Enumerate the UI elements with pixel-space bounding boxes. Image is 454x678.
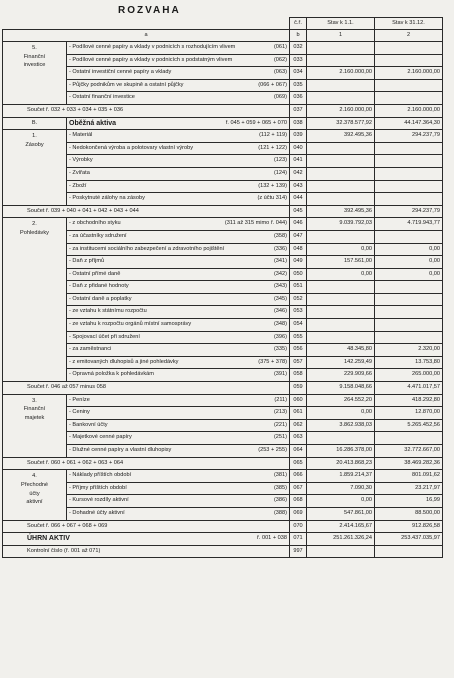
table-row: - Zvířata (124) 042: [3, 167, 443, 180]
section-4-label: 4. Přechodné účty aktivní: [3, 470, 67, 520]
table-row: - Ostatní investiční cenné papíry a vklady (063) 034 2.160.000,00 2.160.000,00: [3, 67, 443, 80]
table-row: - Zboží (132 + 139) 043: [3, 180, 443, 193]
header-row: [3, 18, 443, 30]
sum-row: Součet ř. 060 + 061 + 062 + 063 + 064 065 20.413.868,23 38.469.282,36: [3, 457, 443, 470]
header-col2-number: 2: [375, 30, 443, 42]
control-number-row: Kontrolní číslo (ř. 001 až 071) 997: [3, 545, 443, 558]
table-row: - Výrobky (123) 041: [3, 155, 443, 168]
table-row: - Opravná položka k pohledávkám (391) 058 229.909,66 265.000,00: [3, 369, 443, 382]
table-row: - Ostatní daně a poplatky (345) 052: [3, 293, 443, 306]
table-row: - Kursové rozdíly aktivní (386) 068 0,00 16,99: [3, 495, 443, 508]
document-title: ROZVAHA: [118, 5, 181, 16]
current-assets-row: B. Oběžná aktiva ř. 045 + 059 + 065 + 070 038 32.378.577,92 44.147.364,30: [3, 117, 443, 130]
balance-sheet-table: [2, 17, 443, 558]
table-row: - za institucemi sociálního zabezpečení a zdravotního pojištění (336) 048 0,00 0,00: [3, 243, 443, 256]
table-row: - Nedokončená výroba a polotovary vlastní výroby (121 + 122) 040: [3, 142, 443, 155]
table-row: - ze vztahu k rozpočtu orgánů místní samosprávy (348) 054: [3, 319, 443, 332]
table-row: - Příjmy příštích období (385) 067 7.090,30 23.217,97: [3, 482, 443, 495]
sum-row: Součet ř. 032 + 033 + 034 + 035 + 036 037 2.160.000,00 2.160.000,00: [3, 104, 443, 117]
section-3-label: 3. Finanční majetek: [3, 394, 67, 457]
section-2-label: 2. Pohledávky: [3, 218, 67, 382]
table-row: - Majetkové cenné papíry (251) 063: [3, 432, 443, 445]
header-col1: Stav k 1.1.: [307, 18, 375, 30]
table-row: - za zaměstnanci (335) 056 48.345,80 2.320,00: [3, 344, 443, 357]
table-row: - Ostatní finanční investice (069) 036: [3, 92, 443, 105]
table-row: - za účastníky sdružení (358) 047: [3, 230, 443, 243]
table-row: - Ceniny (213) 061 0,00 12.870,00: [3, 407, 443, 420]
table-row: - Ostatní přímé daně (342) 050 0,00 0,00: [3, 268, 443, 281]
table-row: - z emitovaných dluhopisů a jiné pohledávky (375 + 378) 057 142.259,49 13.753,80: [3, 356, 443, 369]
header-row-number: č.ř.: [290, 18, 307, 30]
table-row: - Daň z přidané hodnoty (343) 051: [3, 281, 443, 294]
total-assets-row: ÚHRN AKTIV ř. 001 + 038 071 251.261.326,24 253.437.035,97: [3, 533, 443, 546]
header-letter-row: [3, 30, 443, 42]
table-row: 5. Finanční investice - Podílové cenné papíry a vklady v podnicích s rozhodujícím vlivem (061) 032: [3, 42, 443, 55]
section-5-label: 5. Finanční investice: [3, 42, 67, 105]
table-row: - Půjčky podnikům ve skupině a ostatní půjčky (066 + 067) 035: [3, 79, 443, 92]
table-row: - Daň z příjmů (341) 049 157.561,00 0,00: [3, 256, 443, 269]
header-col1-number: 1: [307, 30, 375, 42]
section-1-label: 1. Zásoby: [3, 130, 67, 206]
sum-row: Součet ř. 039 + 040 + 041 + 042 + 043 + 044 045 392.495,36 294.237,79: [3, 205, 443, 218]
table-row: - Poskytnuté zálohy na zásoby (z účtu 314) 044: [3, 193, 443, 206]
table-row: - ze vztahu k státnímu rozpočtu (346) 053: [3, 306, 443, 319]
table-row: 2. Pohledávky - z obchodního styku (311 až 315 mimo ř. 044) 046 9.039.792,03 4.719.943,77: [3, 218, 443, 231]
sum-row: Součet ř. 046 až 057 minus 058 059 9.158.048,66 4.471.017,57: [3, 382, 443, 395]
header-col2: Stav k 31.12.: [375, 18, 443, 30]
table-row: - Spojovací účet při sdružení (396) 055: [3, 331, 443, 344]
table-row: - Podílové cenné papíry a vklady v podnicích s podstatným vlivem (062) 033: [3, 54, 443, 67]
table-row: 4. Přechodné účty aktivní - Náklady příštích období (381) 066 1.859.214,37 801.091,62: [3, 470, 443, 483]
table-row: 1. Zásoby - Materiál (112 + 119) 039 392.495,36 294.237,79: [3, 130, 443, 143]
table-row: 3. Finanční majetek - Peníze (211) 060 264.552,20 418.292,80: [3, 394, 443, 407]
header-b: b: [290, 30, 307, 42]
table-row: - Dohadné účty aktivní (388) 069 547.861,00 88.500,00: [3, 507, 443, 520]
header-a: a: [3, 30, 290, 42]
sum-row: Součet ř. 066 + 067 + 068 + 069 070 2.414.165,67 912.826,58: [3, 520, 443, 533]
table-row: - Dlužné cenné papíry a vlastní dluhopisy (253 + 255) 064 16.286.378,00 32.772.667,00: [3, 445, 443, 458]
table-row: - Bankovní účty (221) 062 3.862.938,03 5.265.452,56: [3, 419, 443, 432]
